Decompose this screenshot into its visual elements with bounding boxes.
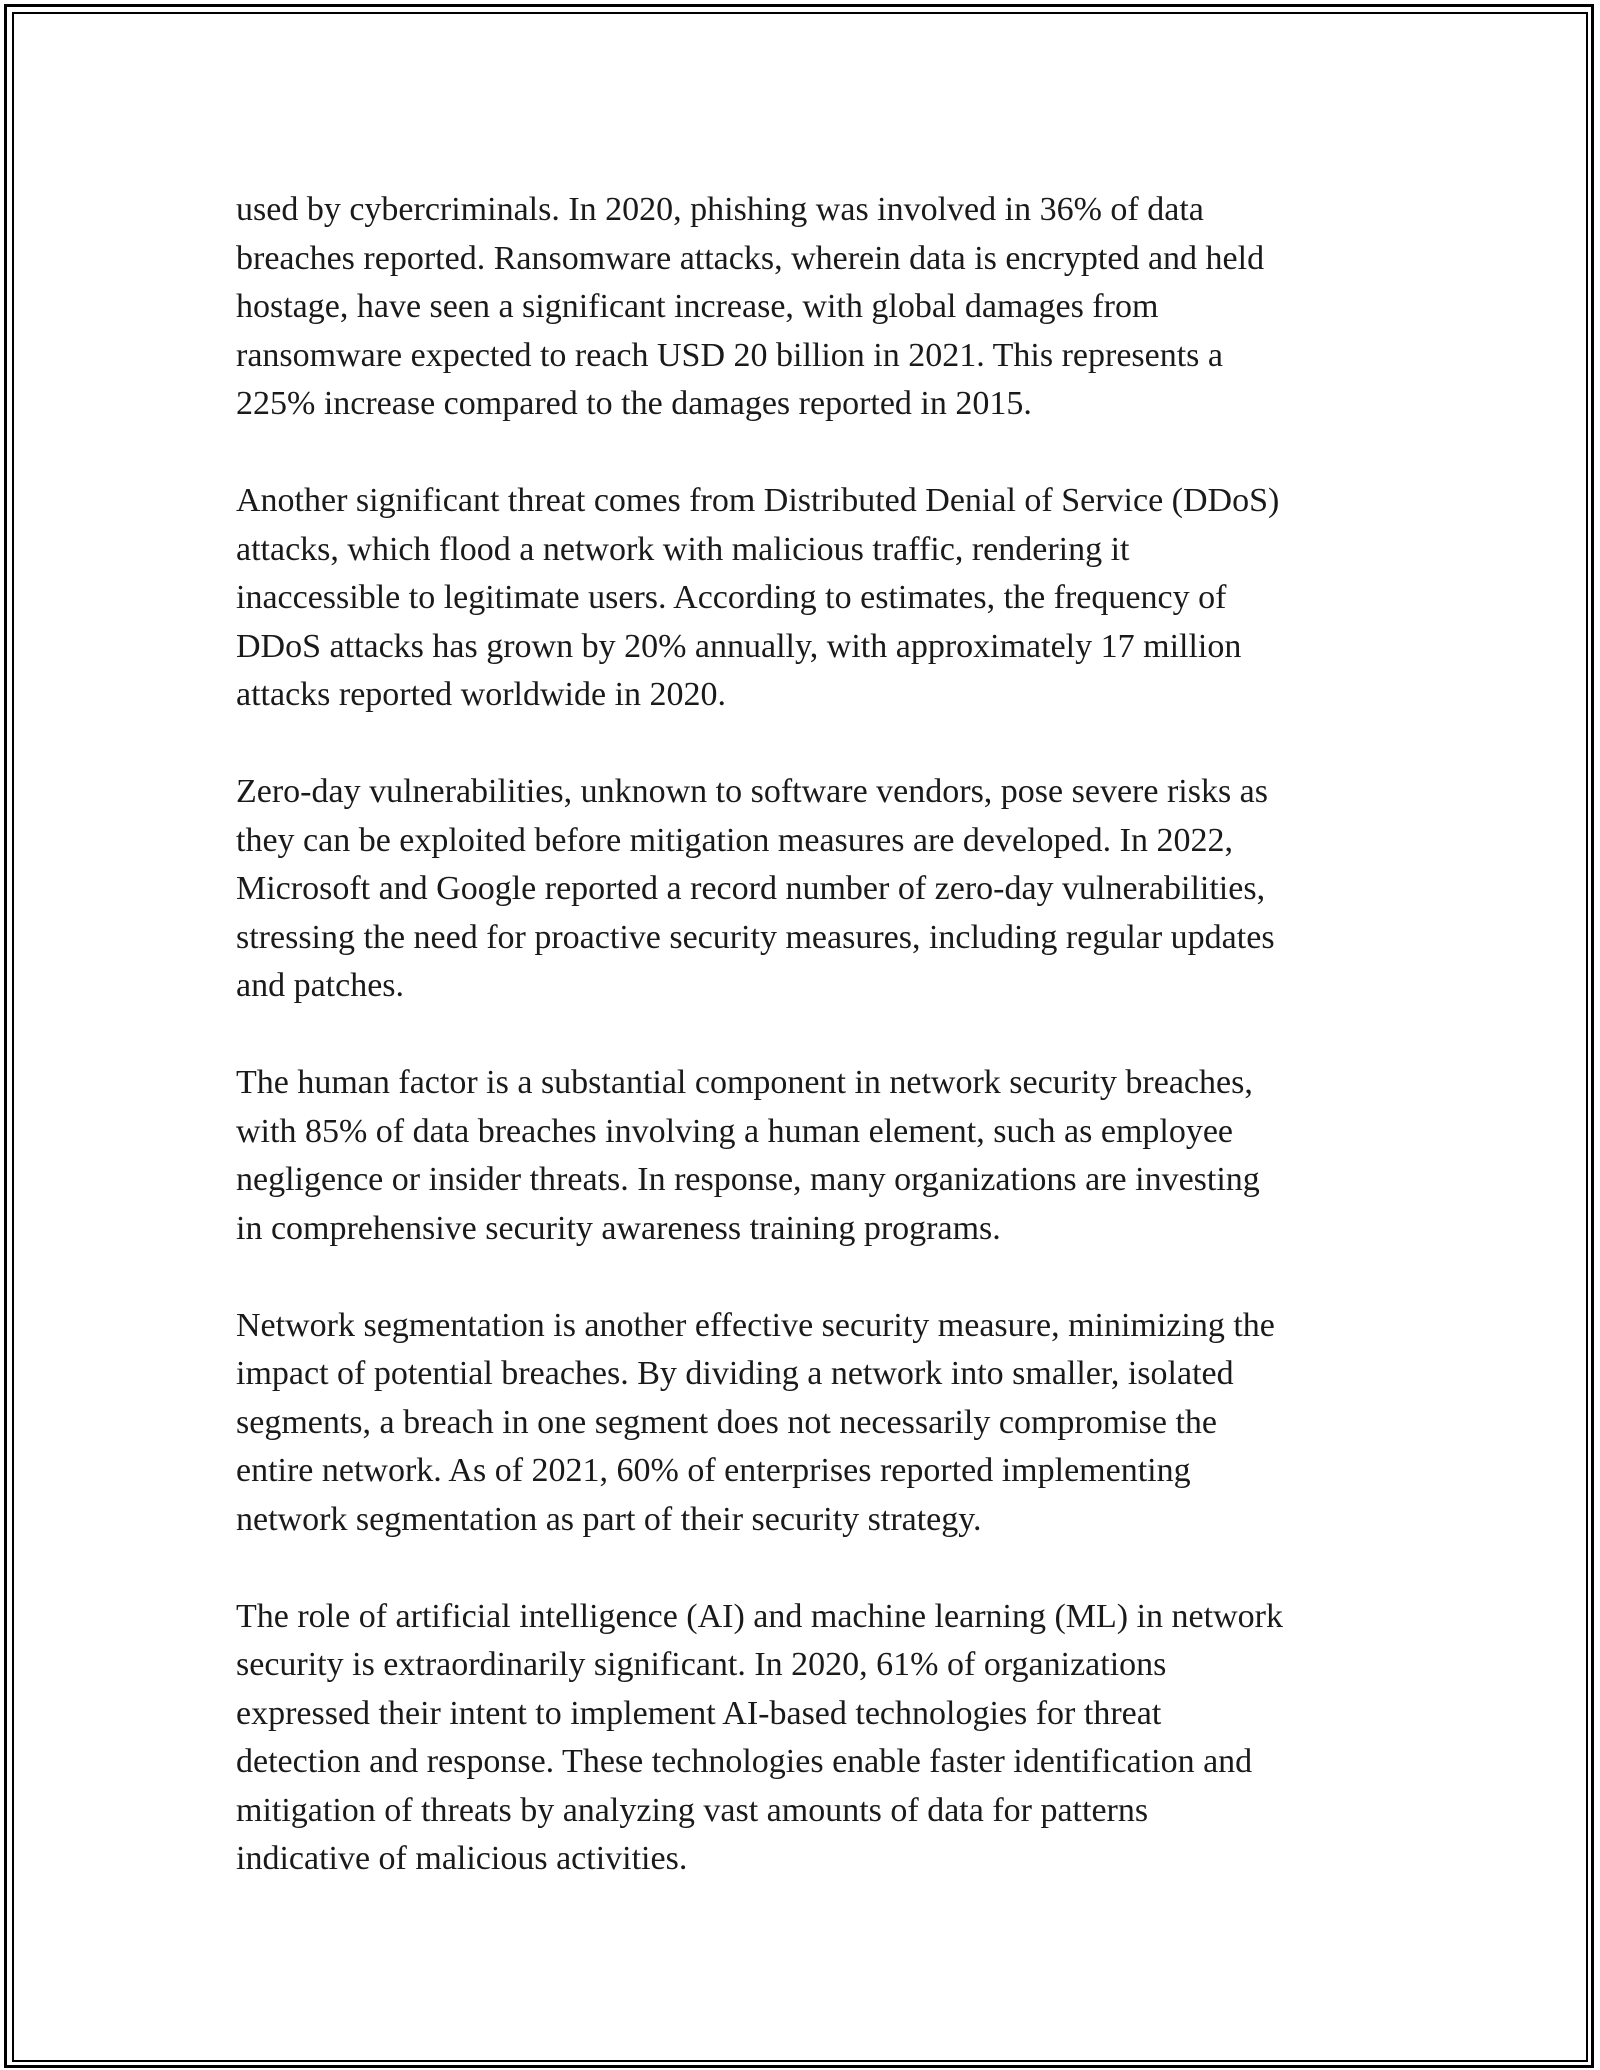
paragraph-zero-day: Zero-day vulnerabilities, unknown to software vendors, pose severe risks as they can be exploited before mitigation measures are developed. In 2022, Microsoft and Google reported a record number of zero-day vulnerabilities, stressing the need for proactive security measures, including regular updates and patches. <box>236 773 1275 1004</box>
paragraph-ddos: Another significant threat comes from Distributed Denial of Service (DDoS) attacks, which flood a network with malicious traffic, rendering it inaccessible to legitimate users. According to estimates, the frequency of DDoS attacks has grown by 20% annually, with approximately 17 million attacks reported worldwide in 2020. <box>236 482 1280 713</box>
paragraph-ai-ml: The role of artificial intelligence (AI) and machine learning (ML) in network security is extraordinarily significant. In 2020, 61% of organizations expressed their intent to implement AI-based technologies for threat detection and response. These technologies enable faster identification and mitigation of threats by analyzing vast amounts of data for patterns indicative of malicious activities. <box>236 1597 1283 1877</box>
paragraph-human-factor: The human factor is a substantial component in network security breaches, with 85% of data breaches involving a human element, such as employee negligence or insider threats. In response, many organizations are investing in comprehensive security awareness training programs. <box>236 1064 1260 1247</box>
paragraph-phishing-ransomware: used by cybercriminals. In 2020, phishing was involved in 36% of data breaches reported. Ransomware attacks, wherein data is encrypted and held hostage, have seen a significant increase, with global damages from ransomware expected to reach USD 20 billion in 2021. This represents a 225% increase compared to the damages reported in 2015. <box>236 191 1265 422</box>
paragraph-network-segmentation: Network segmentation is another effective security measure, minimizing the impact of potential breaches. By dividing a network into smaller, isolated segments, a breach in one segment does not necessarily compromise the entire network. As of 2021, 60% of enterprises reported implementing network segmentation as part of their security strategy. <box>236 1306 1275 1538</box>
document-body <box>236 186 1376 1884</box>
